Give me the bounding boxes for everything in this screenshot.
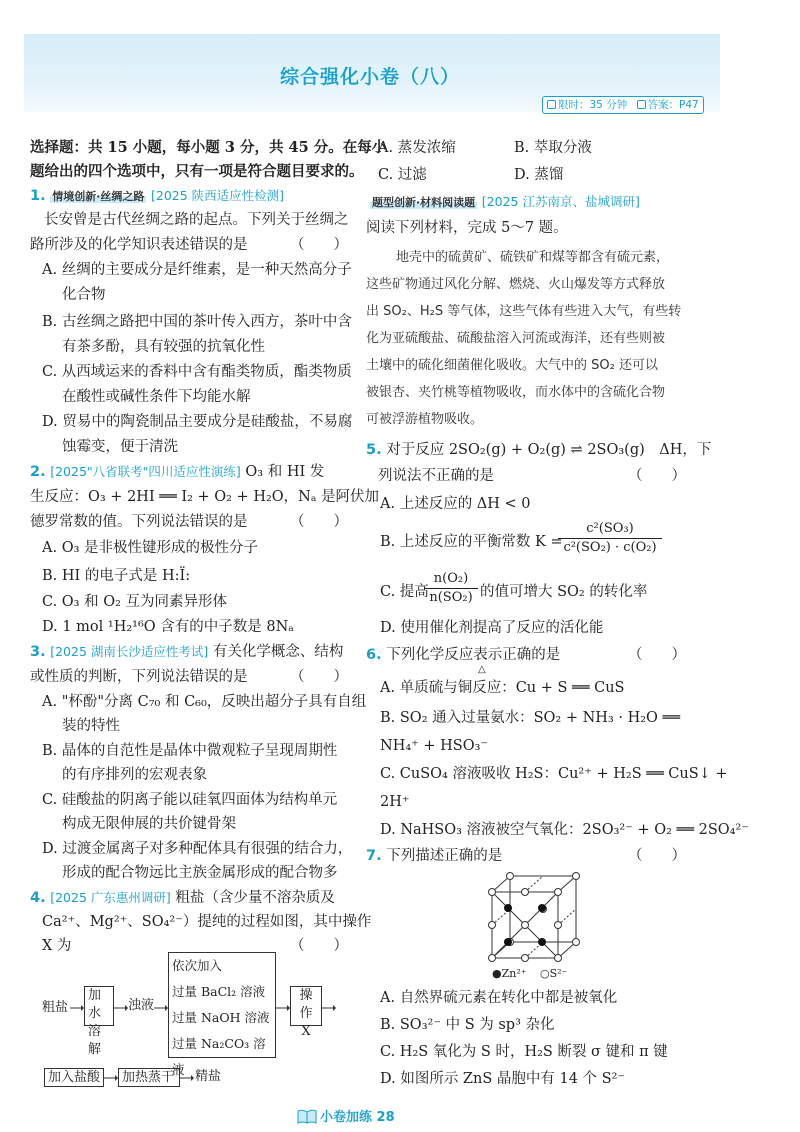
passage-line3: 出 SO₂、H₂S 等气体，这些气体有些进入大气，有些转 <box>366 304 682 319</box>
page-title: 综合强化小卷（八） <box>279 66 460 88</box>
q5-option-c-suffix: 的值可增大 SO₂ 的转化率 <box>480 584 648 600</box>
flow-dissolve-label1: 加水 <box>88 988 102 1021</box>
q2-option-a: A. O₃ 是非极性键形成的极性分子 <box>42 540 258 556</box>
q1-source: [2025 陕西适应性检测] <box>151 188 285 203</box>
q6-number: 6. <box>366 647 382 663</box>
passage-line7: 可被浮游植物吸收。 <box>366 412 484 427</box>
q5-number: 5. <box>366 442 382 458</box>
q6-option-c2: 2H⁺ <box>380 794 410 810</box>
q1-option-c2: 在酸性或碱性条件下均能水解 <box>62 389 251 405</box>
q2-stem3: 德罗常数的值。下列说法错误的是 <box>30 514 248 530</box>
q2-source: [2025"八省联考"四川适应性演练] <box>50 464 241 479</box>
q6-stem: 下列化学反应表示正确的是 <box>386 647 561 663</box>
q7-stem-row <box>366 846 502 866</box>
material-intro: 阅读下列材料，完成 5～7 题。 <box>366 220 568 236</box>
flow-reagent-na2co3: 过量 Na₂CO₃ 溶液 <box>172 1036 266 1077</box>
book-logo-icon <box>296 1107 318 1125</box>
passage-line2: 这些矿物通过风化分解、燃烧、火山爆发等方式释放 <box>366 277 666 292</box>
q5-stem1: 对于反应 2SO₂(g) + O₂(g) ⇌ 2SO₃(g) ΔH，下 <box>386 442 712 458</box>
q3-option-d1: D. 过渡金属离子对多种配体具有很强的结合力， <box>42 841 353 857</box>
q5-stem2: 列说法不正确的是 <box>378 468 494 484</box>
q5-c-denominator: n(SO₂) <box>424 588 478 607</box>
q3-source: [2025 湖南长沙适应性考试] <box>50 644 209 659</box>
instructions-line2: 题给出的四个选项中，只有一项是符合题目要求的。 <box>30 163 364 180</box>
flow-operation-x-box <box>290 986 322 1039</box>
material-tag: 题型创新·材料阅读题 <box>372 196 476 209</box>
q1-tag: 情境创新·丝绸之路 <box>52 190 145 203</box>
q5-option-a: A. 上述反应的 ΔH < 0 <box>380 496 531 512</box>
q3-header <box>30 642 343 662</box>
q7-option-d: D. 如图所示 ZnS 晶胞中有 14 个 S²⁻ <box>380 1071 626 1087</box>
flow-acid-box: 加入盐酸 <box>44 1068 104 1087</box>
flow-operation-label1: 操作 <box>299 988 313 1021</box>
q6-stem-row <box>366 645 560 665</box>
flow-arrow-7 <box>180 1070 194 1086</box>
q1-stem1: 长安曾是古代丝绸之路的起点。下列关于丝绸之 <box>44 212 349 228</box>
flow-arrow-4 <box>276 1000 290 1016</box>
q3-option-c2: 构成无限伸展的共价键骨架 <box>62 816 236 832</box>
passage-line4: 化为亚硫酸盐、硫酸盐溶入河流或海洋，还有些则被 <box>366 331 666 346</box>
q6-a-condition: △ <box>478 664 486 675</box>
q3-option-b2: 的有序排列的宏观表象 <box>62 767 207 783</box>
q2-answer-paren: （ ） <box>290 514 348 530</box>
q5-answer-paren: （ ） <box>628 468 686 484</box>
flow-arrow-6 <box>104 1070 118 1086</box>
q7-stem: 下列描述正确的是 <box>386 848 503 864</box>
passage-line5: 土壤中的硫化细菌催化吸收。大气中的 SO₂ 还可以 <box>366 358 658 373</box>
material-header <box>370 192 640 213</box>
q3-stem2: 或性质的判断，下列说法错误的是 <box>30 669 248 685</box>
q5-option-d: D. 使用催化剂提高了反应的活化能 <box>380 620 604 636</box>
flow-arrow-5 <box>322 1000 336 1016</box>
q1-option-c1: C. 从西域运来的香料中含有酯类物质，酯类物质 <box>42 364 352 380</box>
q3-option-a1: A. "杯酚"分离 C₇₀ 和 C₆₀，反映出超分子具有自组 <box>42 694 367 710</box>
q6-option-a: A. 单质硫与铜反应：Cu + S ══ CuS <box>380 680 625 696</box>
q7-option-a: A. 自然界硫元素在转化中都是被氧化 <box>380 990 618 1006</box>
q4-header <box>30 888 335 908</box>
q4-number: 4. <box>30 890 46 906</box>
q2-option-d: D. 1 mol ¹H₂¹⁶O 含有的中子数是 8Nₐ <box>42 619 294 635</box>
q1-number: 1. <box>30 188 46 204</box>
q3-option-d2: 形成的配合物远比主族金属形成的配合物多 <box>62 865 338 881</box>
flow-reagent-naoh: 过量 NaOH 溶液 <box>172 1010 270 1025</box>
passage-line6: 被银杏、夹竹桃等植物吸收，而水体中的含硫化合物 <box>366 385 666 400</box>
q1-answer-paren: （ ） <box>290 237 348 253</box>
answer-icon <box>637 100 646 109</box>
q3-option-c1: C. 硅酸盐的阴离子能以硅氧四面体为结构单元 <box>42 792 338 808</box>
q2-option-c: C. O₃ 和 O₂ 互为同素异形体 <box>42 594 228 610</box>
q4-option-c: C. 过滤 <box>378 167 427 183</box>
q6-option-b1: B. SO₂ 通入过量氨水：SO₂ + NH₃ · H₂O ══ <box>380 710 681 726</box>
q2-option-b: B. HI 的电子式是 H:Ï: <box>42 568 191 584</box>
q5-stem1-row <box>366 440 711 460</box>
q3-stem1: 有关化学概念、结构 <box>212 644 344 660</box>
flow-refined-salt: 精盐 <box>195 1069 222 1084</box>
flow-reagent-bacl2: 过量 BaCl₂ 溶液 <box>172 984 266 999</box>
flow-reagents-title: 依次加入 <box>172 958 223 973</box>
q7-option-b: B. SO₃²⁻ 中 S 为 sp³ 杂化 <box>380 1017 555 1033</box>
legend-zn: ●Zn²⁺ <box>492 967 527 980</box>
q3-number: 3. <box>30 644 46 660</box>
q6-option-c1: C. CuSO₄ 溶液吸收 H₂S：Cu²⁺ + H₂S ══ CuS↓ + <box>380 766 728 782</box>
legend-s: ○S²⁻ <box>540 967 568 980</box>
q5-option-c-fraction <box>424 570 478 607</box>
q2-header <box>30 462 324 482</box>
flow-arrow-1 <box>70 1000 84 1016</box>
answer-ref: 答案：P47 <box>647 99 699 111</box>
q5-option-b-prefix: B. 上述反应的平衡常数 K = <box>380 534 563 550</box>
flow-arrow-2 <box>114 1000 128 1016</box>
q2-stem2: 生反应：O₃ + 2HI ══ I₂ + O₂ + H₂O，Nₐ 是阿伏加 <box>30 489 380 505</box>
q7-answer-paren: （ ） <box>628 848 686 864</box>
material-source: [2025 江苏南京、盐城调研] <box>481 194 640 209</box>
q1-option-d1: D. 贸易中的陶瓷制品主要成分是硅酸盐，不易腐 <box>42 414 353 430</box>
q1-stem2: 路所涉及的化学知识表述错误的是 <box>30 237 248 253</box>
flow-dissolve-label2: 溶解 <box>88 1024 102 1057</box>
q3-answer-paren: （ ） <box>290 669 348 685</box>
instructions-line1: 选择题：共 15 小题，每小题 3 分，共 45 分。在每小 <box>30 139 387 156</box>
q2-number: 2. <box>30 464 46 480</box>
passage-line1: 地壳中的硫黄矿、硫铁矿和煤等都含有硫元素， <box>396 250 670 265</box>
q5-b-numerator: c²(SO₃) <box>586 521 634 536</box>
q2-stem1: O₃ 和 HI 发 <box>245 464 325 480</box>
q5-option-b-fraction <box>558 520 662 557</box>
q4-stem3: X 为 <box>42 938 72 954</box>
q5-b-denominator: c²(SO₂) · c(O₂) <box>558 538 662 557</box>
time-limit: 限时：35 分钟 <box>558 99 628 111</box>
flow-turbid: 浊液 <box>128 998 155 1013</box>
flow-arrow-3 <box>154 1000 168 1016</box>
flow-operation-label2: X <box>301 1024 311 1039</box>
q1-option-d2: 蚀霉变，便于清洗 <box>62 439 178 455</box>
q4-option-d: D. 蒸馏 <box>514 167 564 183</box>
q6-option-b2: NH₄⁺ + HSO₃⁻ <box>380 738 489 754</box>
q4-stem2: Ca²⁺、Mg²⁺、SO₄²⁻）提纯的过程如图，其中操作 <box>42 914 372 930</box>
clock-icon <box>547 100 556 109</box>
q3-option-b1: B. 晶体的自范性是晶体中微观粒子呈现周期性 <box>42 743 338 759</box>
q3-option-a2: 装的特性 <box>62 718 120 734</box>
q4-option-a: A. 蒸发浓缩 <box>378 140 456 156</box>
q4-option-b: B. 萃取分液 <box>514 140 592 156</box>
flow-dissolve-box <box>84 986 114 1057</box>
q4-answer-paren: （ ） <box>290 938 348 954</box>
meta-info <box>542 96 704 114</box>
footer-label: 小卷加练 28 <box>320 1110 395 1125</box>
q4-stem1: 粗盐（含少量不溶杂质及 <box>175 890 335 906</box>
q5-c-numerator: n(O₂) <box>433 571 469 586</box>
zns-unit-cell-diagram <box>486 870 582 966</box>
q7-option-c: C. H₂S 氧化为 S 时，H₂S 断裂 σ 键和 π 键 <box>380 1044 668 1060</box>
q1-header <box>30 186 284 207</box>
q1-option-b2: 有茶多酚，具有较强的抗氧化性 <box>62 339 265 355</box>
q1-option-a2: 化合物 <box>62 287 106 303</box>
q5-option-c-prefix: C. 提高 <box>380 584 429 600</box>
flow-heat-box: 加热蒸干 <box>118 1068 180 1087</box>
q1-option-a1: A. 丝绸的主要成分是纤维素，是一种天然高分子 <box>42 262 352 278</box>
q1-option-b1: B. 古丝绸之路把中国的茶叶传入西方，茶叶中含 <box>42 314 352 330</box>
q7-number: 7. <box>366 848 382 864</box>
flow-crude-salt: 粗盐 <box>42 1000 69 1015</box>
q4-source: [2025 广东惠州调研] <box>50 890 171 905</box>
q6-answer-paren: （ ） <box>628 647 686 663</box>
q6-option-d: D. NaHSO₃ 溶液被空气氧化：2SO₃²⁻ + O₂ ══ 2SO₄²⁻ <box>380 822 749 838</box>
